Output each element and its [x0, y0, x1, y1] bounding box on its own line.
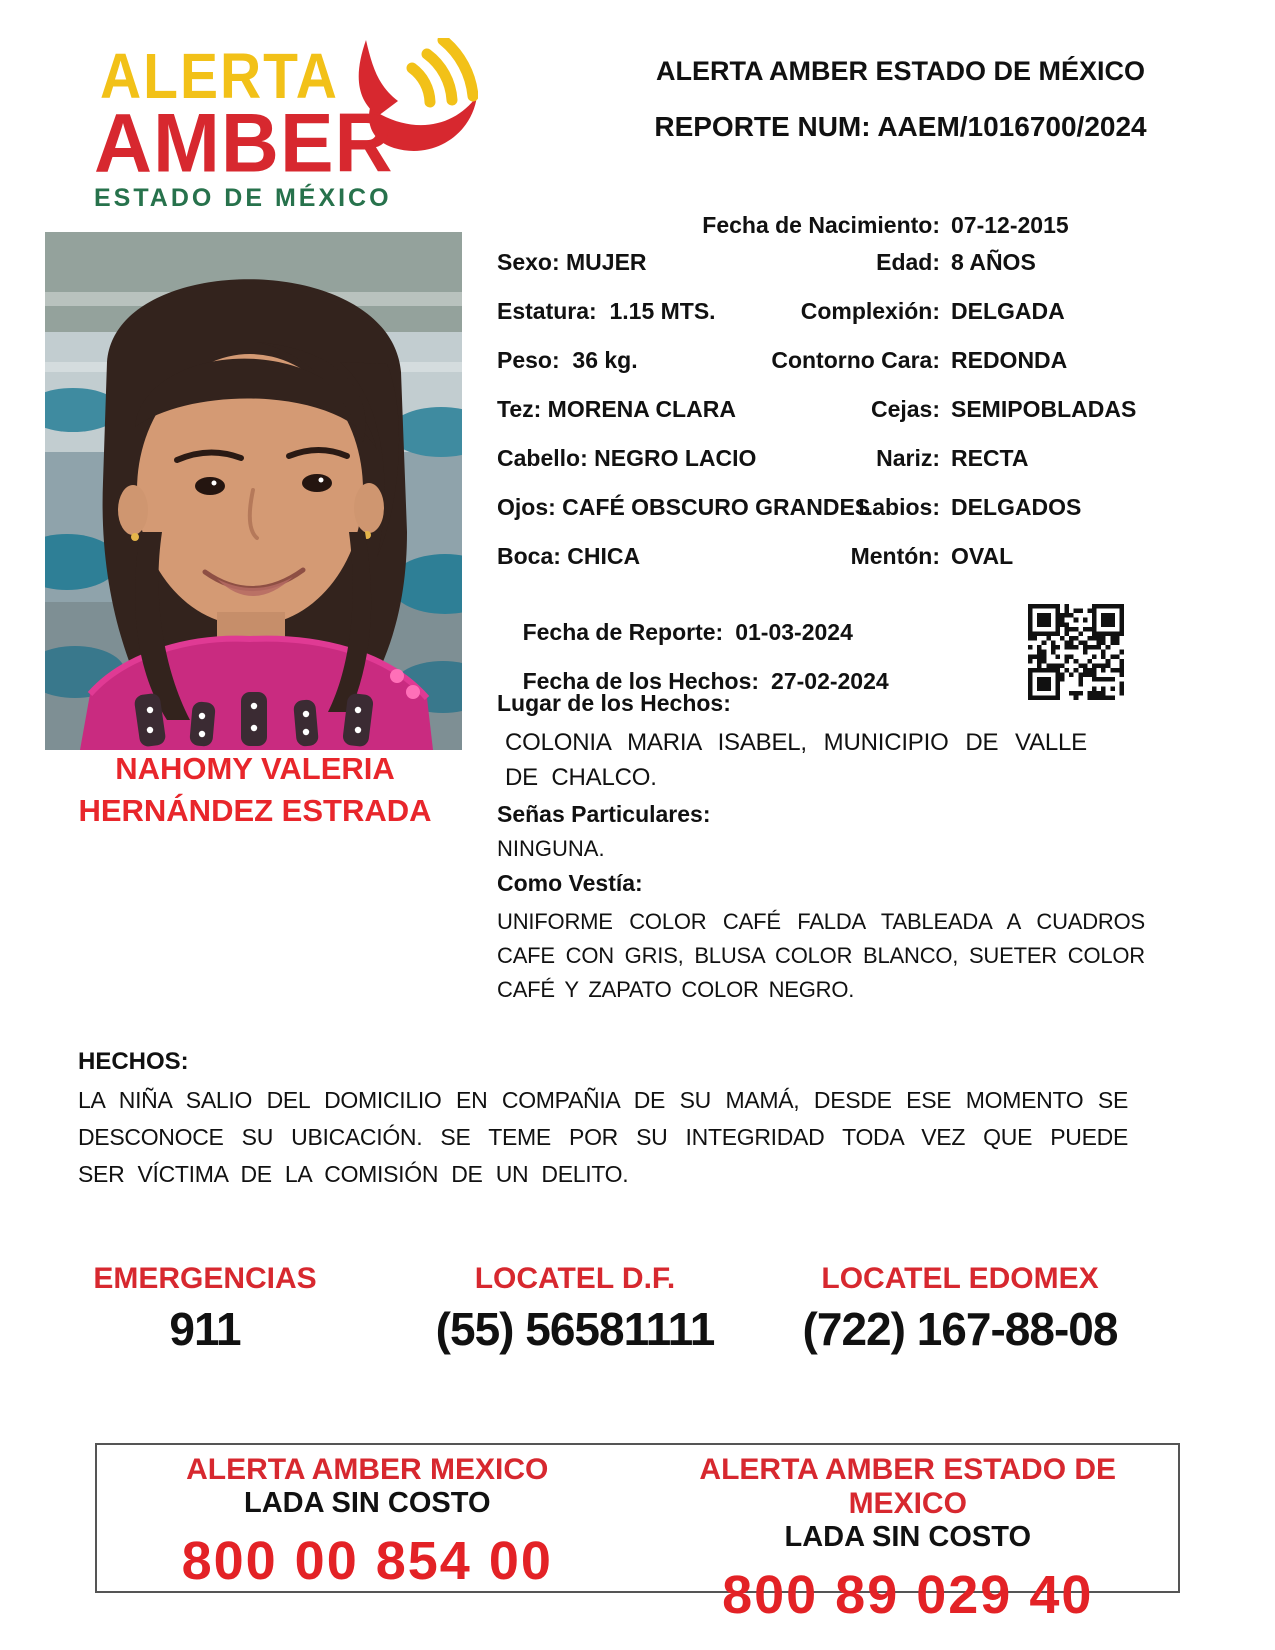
- contact-number: 911: [169, 1303, 241, 1355]
- person-name-line2: HERNÁNDEZ ESTRADA: [78, 793, 432, 828]
- contact-emergencias: [80, 1262, 330, 1356]
- detail-value: 8 AÑOS: [951, 249, 1036, 275]
- detail-label: Nariz:: [876, 445, 940, 471]
- detail-left: Sexo: MUJER: [497, 249, 647, 275]
- marks-heading: Señas Particulares:: [497, 801, 711, 827]
- contact-locatel-df: [420, 1262, 730, 1356]
- clothing-text: UNIFORME COLOR CAFÉ FALDA TABLEADA A CUADROS CAFE CON GRIS, BLUSA COLOR BLANCO, SUETER COLOR CAFÉ Y ZAPATO COLOR NEGRO.: [497, 909, 1145, 1002]
- detail-value: DELGADA: [951, 298, 1065, 324]
- amber-alert-logo: [88, 38, 488, 218]
- facts-text: LA NIÑA SALIO DEL DOMICILIO EN COMPAÑIA DE SU MAMÁ, DESDE ESE MOMENTO SE DESCONOCE SU UBICACIÓN. SE TEME POR SU INTEGRIDAD TODA VEZ QUE PUEDE SER VÍCTIMA DE LA COMISIÓN DE UN DELITO.: [78, 1087, 1128, 1187]
- hotline-number: 800 89 029 40: [722, 1565, 1094, 1625]
- logo-estado-text: ESTADO DE MÉXICO: [94, 184, 392, 212]
- logo-alerta-text: ALERTA: [100, 41, 339, 113]
- report-date-value: 01-03-2024: [735, 619, 853, 645]
- hotline-edomex: [638, 1445, 1179, 1625]
- detail-row: [497, 396, 1157, 420]
- location-text: COLONIA MARIA ISABEL, MUNICIPIO DE VALLE DE CHALCO.: [505, 729, 1087, 791]
- logo-amber-text: AMBER: [94, 97, 394, 190]
- clothing-heading: Como Vestía:: [497, 870, 643, 896]
- detail-label: Mentón:: [850, 543, 940, 569]
- detail-left: Cabello: NEGRO LACIO: [497, 445, 757, 471]
- marks-text: NINGUNA.: [497, 836, 605, 861]
- detail-left: Estatura: 1.15 MTS.: [497, 298, 716, 324]
- detail-value: OVAL: [951, 543, 1014, 569]
- detail-row: [497, 445, 1157, 469]
- hotline-mexico: [97, 1445, 638, 1591]
- detail-row: [497, 543, 1157, 567]
- person-name: [30, 748, 480, 832]
- hotline-subtitle: LADA SIN COSTO: [243, 1487, 491, 1519]
- detail-label: Edad:: [876, 249, 940, 275]
- contact-label: EMERGENCIAS: [93, 1262, 317, 1295]
- detail-left: Boca: CHICA: [497, 543, 641, 569]
- detail-label: Contorno Cara:: [771, 347, 940, 373]
- hotline-subtitle: LADA SIN COSTO: [784, 1521, 1031, 1553]
- contact-number: (55) 56581111: [435, 1303, 715, 1355]
- detail-value: 07-12-2015: [951, 212, 1069, 238]
- hotline-title: ALERTA AMBER ESTADO DE MEXICO: [699, 1453, 1117, 1520]
- detail-row: [497, 494, 1157, 518]
- qr-code: [1028, 604, 1124, 700]
- detail-value: SEMIPOBLADAS: [951, 396, 1137, 422]
- detail-label: Labios:: [858, 494, 940, 520]
- report-header: [628, 56, 1173, 143]
- report-title: ALERTA AMBER ESTADO DE MÉXICO: [655, 56, 1145, 86]
- detail-value: RECTA: [951, 445, 1029, 471]
- hotline-title: ALERTA AMBER MEXICO: [186, 1453, 549, 1486]
- detail-left: Tez: MORENA CLARA: [497, 396, 736, 422]
- facts-section: [78, 1048, 1128, 1193]
- facts-heading: HECHOS:: [78, 1048, 189, 1075]
- report-date-label: Fecha de Reporte:: [522, 619, 724, 645]
- detail-label: Cejas:: [870, 396, 940, 422]
- contact-label: LOCATEL EDOMEX: [821, 1262, 1099, 1295]
- detail-label: Fecha de Nacimiento:: [702, 212, 940, 238]
- detail-row: [497, 212, 1157, 236]
- contact-label: LOCATEL D.F.: [474, 1262, 676, 1295]
- detail-left: Ojos: CAFÉ OBSCURO GRANDES: [497, 494, 871, 520]
- missing-person-photo: [45, 232, 462, 750]
- detail-row: [497, 347, 1157, 371]
- detail-left: Peso: 36 kg.: [497, 347, 638, 373]
- detail-row: [497, 298, 1157, 322]
- detail-row: [497, 249, 1157, 273]
- detail-value: REDONDA: [951, 347, 1068, 373]
- incident-date-label: Fecha de los Hechos:: [522, 668, 760, 694]
- location-heading: Lugar de los Hechos:: [497, 690, 731, 716]
- contact-locatel-edomex: [780, 1262, 1140, 1356]
- detail-value: DELGADOS: [951, 494, 1082, 520]
- report-number: REPORTE NUM: AAEM/1016700/2024: [654, 111, 1147, 142]
- contact-number: (722) 167-88-08: [802, 1303, 1118, 1355]
- hotline-number: 800 00 854 00: [181, 1531, 553, 1591]
- detail-label: Complexión:: [800, 298, 940, 324]
- incident-date-value: 27-02-2024: [771, 668, 889, 694]
- person-name-line1: NAHOMY VALERIA: [115, 751, 395, 786]
- hotline-box: [95, 1443, 1180, 1625]
